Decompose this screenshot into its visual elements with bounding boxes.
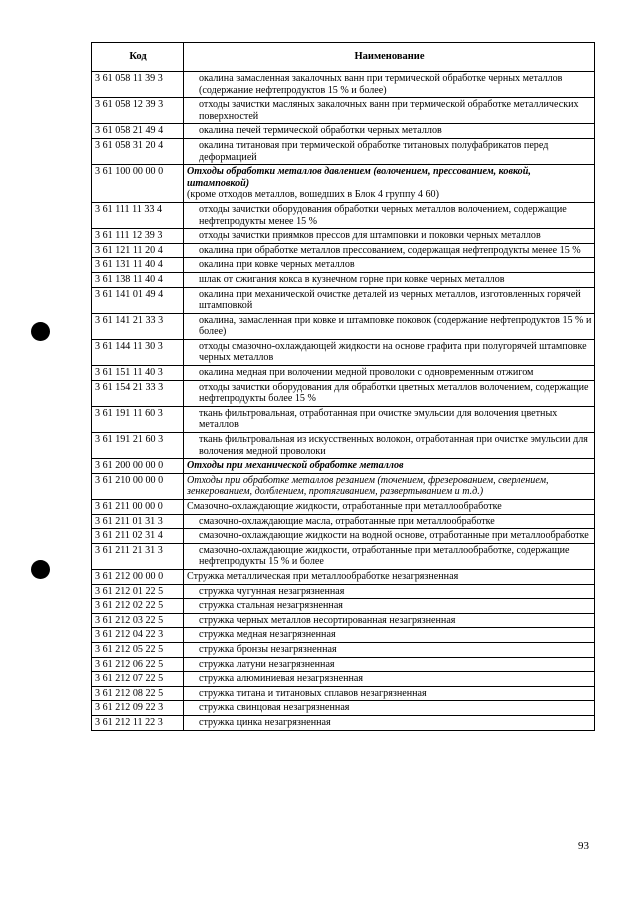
waste-name-cell: [184, 380, 595, 406]
column-header-code: Код: [92, 43, 184, 72]
waste-code-cell: 3 61 212 04 22 3: [92, 628, 184, 643]
waste-code-cell: 3 61 212 11 22 3: [92, 715, 184, 730]
waste-code-cell: 3 61 154 21 33 3: [92, 380, 184, 406]
waste-code-cell: 3 61 212 05 22 5: [92, 642, 184, 657]
table-row: [92, 715, 595, 730]
table-row: [92, 628, 595, 643]
table-row: [92, 165, 595, 203]
waste-name-text: Смазочно-охлаждающие жидкости, отработанные при металлообработке: [187, 501, 502, 512]
waste-name-cell: [184, 543, 595, 569]
waste-name-text: стружка титана и титановых сплавов незагрязненная: [199, 687, 427, 699]
waste-name-text: окалина при обработке металлов прессованием, содержащая нефтепродукты менее 15 %: [199, 244, 581, 256]
waste-code-cell: 3 61 191 11 60 3: [92, 406, 184, 432]
waste-name-cell: [184, 406, 595, 432]
waste-code-cell: 3 61 141 21 33 3: [92, 313, 184, 339]
waste-name-text: стружка черных металлов несортированная незагрязненная: [199, 614, 456, 626]
waste-code-cell: 3 61 141 01 49 4: [92, 287, 184, 313]
waste-name-text: стружка свинцовая незагрязненная: [199, 702, 350, 714]
waste-name-text: окалина медная при волочении медной проволоки с одновременным отжигом: [199, 367, 534, 379]
waste-code-cell: 3 61 131 11 40 4: [92, 258, 184, 273]
waste-name-cell: [184, 229, 595, 244]
table-row: [92, 657, 595, 672]
table-row: [92, 473, 595, 499]
table-row: [92, 433, 595, 459]
waste-code-cell: 3 61 211 01 31 3: [92, 514, 184, 529]
waste-name-text: стружка латуни незагрязненная: [199, 658, 335, 670]
table-row: [92, 613, 595, 628]
waste-name-cell: [184, 473, 595, 499]
table-row: [92, 202, 595, 228]
waste-name-cell: [184, 529, 595, 544]
waste-name-cell: [184, 500, 595, 515]
waste-code-cell: 3 61 058 11 39 3: [92, 72, 184, 98]
waste-name-text: окалина печей термической обработки черных металлов: [199, 125, 442, 137]
waste-name-text: Стружка металлическая при металлообработке незагрязненная: [187, 570, 459, 582]
waste-name-text: отходы зачистки оборудования для обработки цветных металлов волочением, содержащие нефтепродукты более 15 %: [199, 381, 589, 405]
waste-name-cell: [184, 686, 595, 701]
table-row: [92, 672, 595, 687]
waste-name-text: окалина замасленная закалочных ванн при термической обработке черных металлов (содержание нефтепродуктов 15 % и более): [199, 73, 563, 96]
table-row: [92, 642, 595, 657]
waste-name-cell: [184, 287, 595, 313]
punch-hole-bottom: [31, 560, 50, 579]
waste-name-text: окалина титановая при термической обработке титановых полуфабрикатов перед деформацией: [199, 139, 549, 163]
waste-name-cell: [184, 124, 595, 139]
waste-code-cell: 3 61 212 08 22 5: [92, 686, 184, 701]
waste-name-cell: [184, 258, 595, 273]
waste-code-cell: 3 61 111 12 39 3: [92, 229, 184, 244]
waste-name-cell: [184, 138, 595, 164]
waste-name-text: смазочно-охлаждающие жидкости, отработанные при металлообработке, содержащие нефтепродукты 15 % и более: [199, 544, 570, 568]
waste-code-cell: 3 61 151 11 40 3: [92, 366, 184, 381]
waste-name-text: шлак от сжигания кокса в кузнечном горне при ковке черных металлов: [199, 273, 505, 285]
waste-name-text: окалина при ковке черных металлов: [199, 259, 355, 271]
waste-name-cell: [184, 433, 595, 459]
waste-code-cell: 3 61 111 11 33 4: [92, 202, 184, 228]
punch-hole-top: [31, 322, 50, 341]
table-row: [92, 72, 595, 98]
waste-code-cell: 3 61 212 03 22 5: [92, 613, 184, 628]
table-row: [92, 272, 595, 287]
table-row: [92, 124, 595, 139]
table-row: [92, 313, 595, 339]
waste-code-cell: 3 61 212 00 00 0: [92, 569, 184, 584]
waste-code-cell: 3 61 212 06 22 5: [92, 657, 184, 672]
waste-name-cell: [184, 672, 595, 687]
waste-name-cell: [184, 599, 595, 614]
waste-code-cell: 3 61 058 21 49 4: [92, 124, 184, 139]
waste-name-cell: [184, 459, 595, 474]
waste-name-cell: [184, 313, 595, 339]
waste-name-text: окалина, замасленная при ковке и штамповке поковок (содержание нефтепродуктов 15 % и более): [199, 314, 592, 338]
waste-name-text: стружка чугунная незагрязненная: [199, 585, 345, 597]
waste-name-text: отходы зачистки масляных закалочных ванн при термической обработке металлических поверхностей: [199, 99, 579, 122]
waste-code-cell: 3 61 121 11 20 4: [92, 243, 184, 258]
table-row: [92, 406, 595, 432]
table-row: [92, 584, 595, 599]
waste-name-text: отходы зачистки оборудования обработки черных металлов волочением, содержащие нефтепродукты менее 15 %: [199, 203, 567, 227]
table-row: [92, 138, 595, 164]
waste-code-cell: 3 61 058 31 20 4: [92, 138, 184, 164]
waste-code-cell: 3 61 058 12 39 3: [92, 98, 184, 124]
waste-name-cell: [184, 272, 595, 287]
waste-name-text: Отходы при механической обработке металлов: [187, 460, 404, 472]
waste-code-cell: 3 61 212 02 22 5: [92, 599, 184, 614]
table-row: [92, 459, 595, 474]
waste-name-text: стружка алюминиевая незагрязненная: [199, 673, 364, 685]
table-row: [92, 287, 595, 313]
table-row: [92, 599, 595, 614]
waste-name-text: смазочно-охлаждающие жидкости на водной основе, отработанные при металлообработке: [199, 530, 589, 542]
waste-name-text: стружка цинка незагрязненная: [199, 716, 331, 728]
waste-name-text: ткань фильтровальная из искусственных волокон, отработанная при очистке эмульсии для волочения медной проволоки: [199, 434, 588, 457]
table-header-row: [92, 43, 595, 72]
table-row: [92, 543, 595, 569]
table-row: [92, 500, 595, 515]
waste-code-cell: 3 61 212 01 22 5: [92, 584, 184, 599]
waste-name-cell: [184, 514, 595, 529]
waste-name-cell: [184, 165, 595, 203]
waste-name-cell: [184, 72, 595, 98]
waste-code-cell: 3 61 212 09 22 3: [92, 701, 184, 716]
page-number: 93: [578, 840, 589, 852]
waste-code-cell: 3 61 211 21 31 3: [92, 543, 184, 569]
waste-code-cell: 3 61 211 00 00 0: [92, 500, 184, 515]
waste-code-cell: 3 61 212 07 22 5: [92, 672, 184, 687]
waste-name-cell: [184, 584, 595, 599]
waste-name-cell: [184, 642, 595, 657]
column-header-name: Наименование: [184, 43, 595, 72]
waste-name-text: отходы зачистки приямков прессов для штамповки и поковки черных металлов: [199, 230, 541, 242]
waste-name-cell: [184, 366, 595, 381]
table-row: [92, 339, 595, 365]
table-row: [92, 529, 595, 544]
table-row: [92, 569, 595, 584]
waste-code-cell: 3 61 138 11 40 4: [92, 272, 184, 287]
waste-name-text: смазочно-охлаждающие масла, отработанные при металлообработке: [199, 515, 495, 527]
table-row: [92, 701, 595, 716]
waste-name-cell: [184, 657, 595, 672]
table-row: [92, 229, 595, 244]
table-row: [92, 366, 595, 381]
waste-code-cell: 3 61 191 21 60 3: [92, 433, 184, 459]
table-row: [92, 98, 595, 124]
waste-name-cell: [184, 243, 595, 258]
waste-name-cell: [184, 98, 595, 124]
waste-name-text: отходы смазочно-охлаждающей жидкости на основе графита при полугорячей штамповке черных металлов: [199, 340, 587, 364]
waste-name-text: стружка бронзы незагрязненная: [199, 643, 337, 655]
waste-name-cell: [184, 339, 595, 365]
table-row: [92, 258, 595, 273]
waste-name-cell: [184, 628, 595, 643]
waste-code-cell: 3 61 211 02 31 4: [92, 529, 184, 544]
waste-name-cell: [184, 202, 595, 228]
waste-name-cell: [184, 569, 595, 584]
table-row: [92, 380, 595, 406]
waste-name-text: стружка медная незагрязненная: [199, 629, 336, 641]
waste-name-text: Отходы обработки металлов давлением (волочением, прессованием, ковкой, штамповкой): [187, 166, 531, 189]
waste-code-cell: 3 61 144 11 30 3: [92, 339, 184, 365]
waste-code-cell: 3 61 100 00 00 0: [92, 165, 184, 203]
table-row: [92, 686, 595, 701]
waste-code-cell: 3 61 210 00 00 0: [92, 473, 184, 499]
waste-name-text: ткань фильтровальная, отработанная при очистке эмульсии для волочения цветных металлов: [199, 407, 558, 431]
waste-name-text: стружка стальная незагрязненная: [199, 600, 343, 612]
waste-code-cell: 3 61 200 00 00 0: [92, 459, 184, 474]
waste-code-table: [91, 42, 595, 731]
waste-name-cell: [184, 701, 595, 716]
table-row: [92, 514, 595, 529]
table-row: [92, 243, 595, 258]
waste-name-cell: [184, 715, 595, 730]
waste-name-cell: [184, 613, 595, 628]
waste-name-text: окалина при механической очистке деталей из черных металлов, изготовленных горячей штамповкой: [199, 288, 581, 312]
waste-name-note: (кроме отходов металлов, вошедших в Блок 4 группу 4 60): [187, 189, 439, 201]
table-body: [92, 72, 595, 731]
waste-name-text: Отходы при обработке металлов резанием (точением, фрезерованием, сверлением, зенкерованием, долблением, протягиванием, развертыванием и т.д.): [187, 474, 549, 498]
